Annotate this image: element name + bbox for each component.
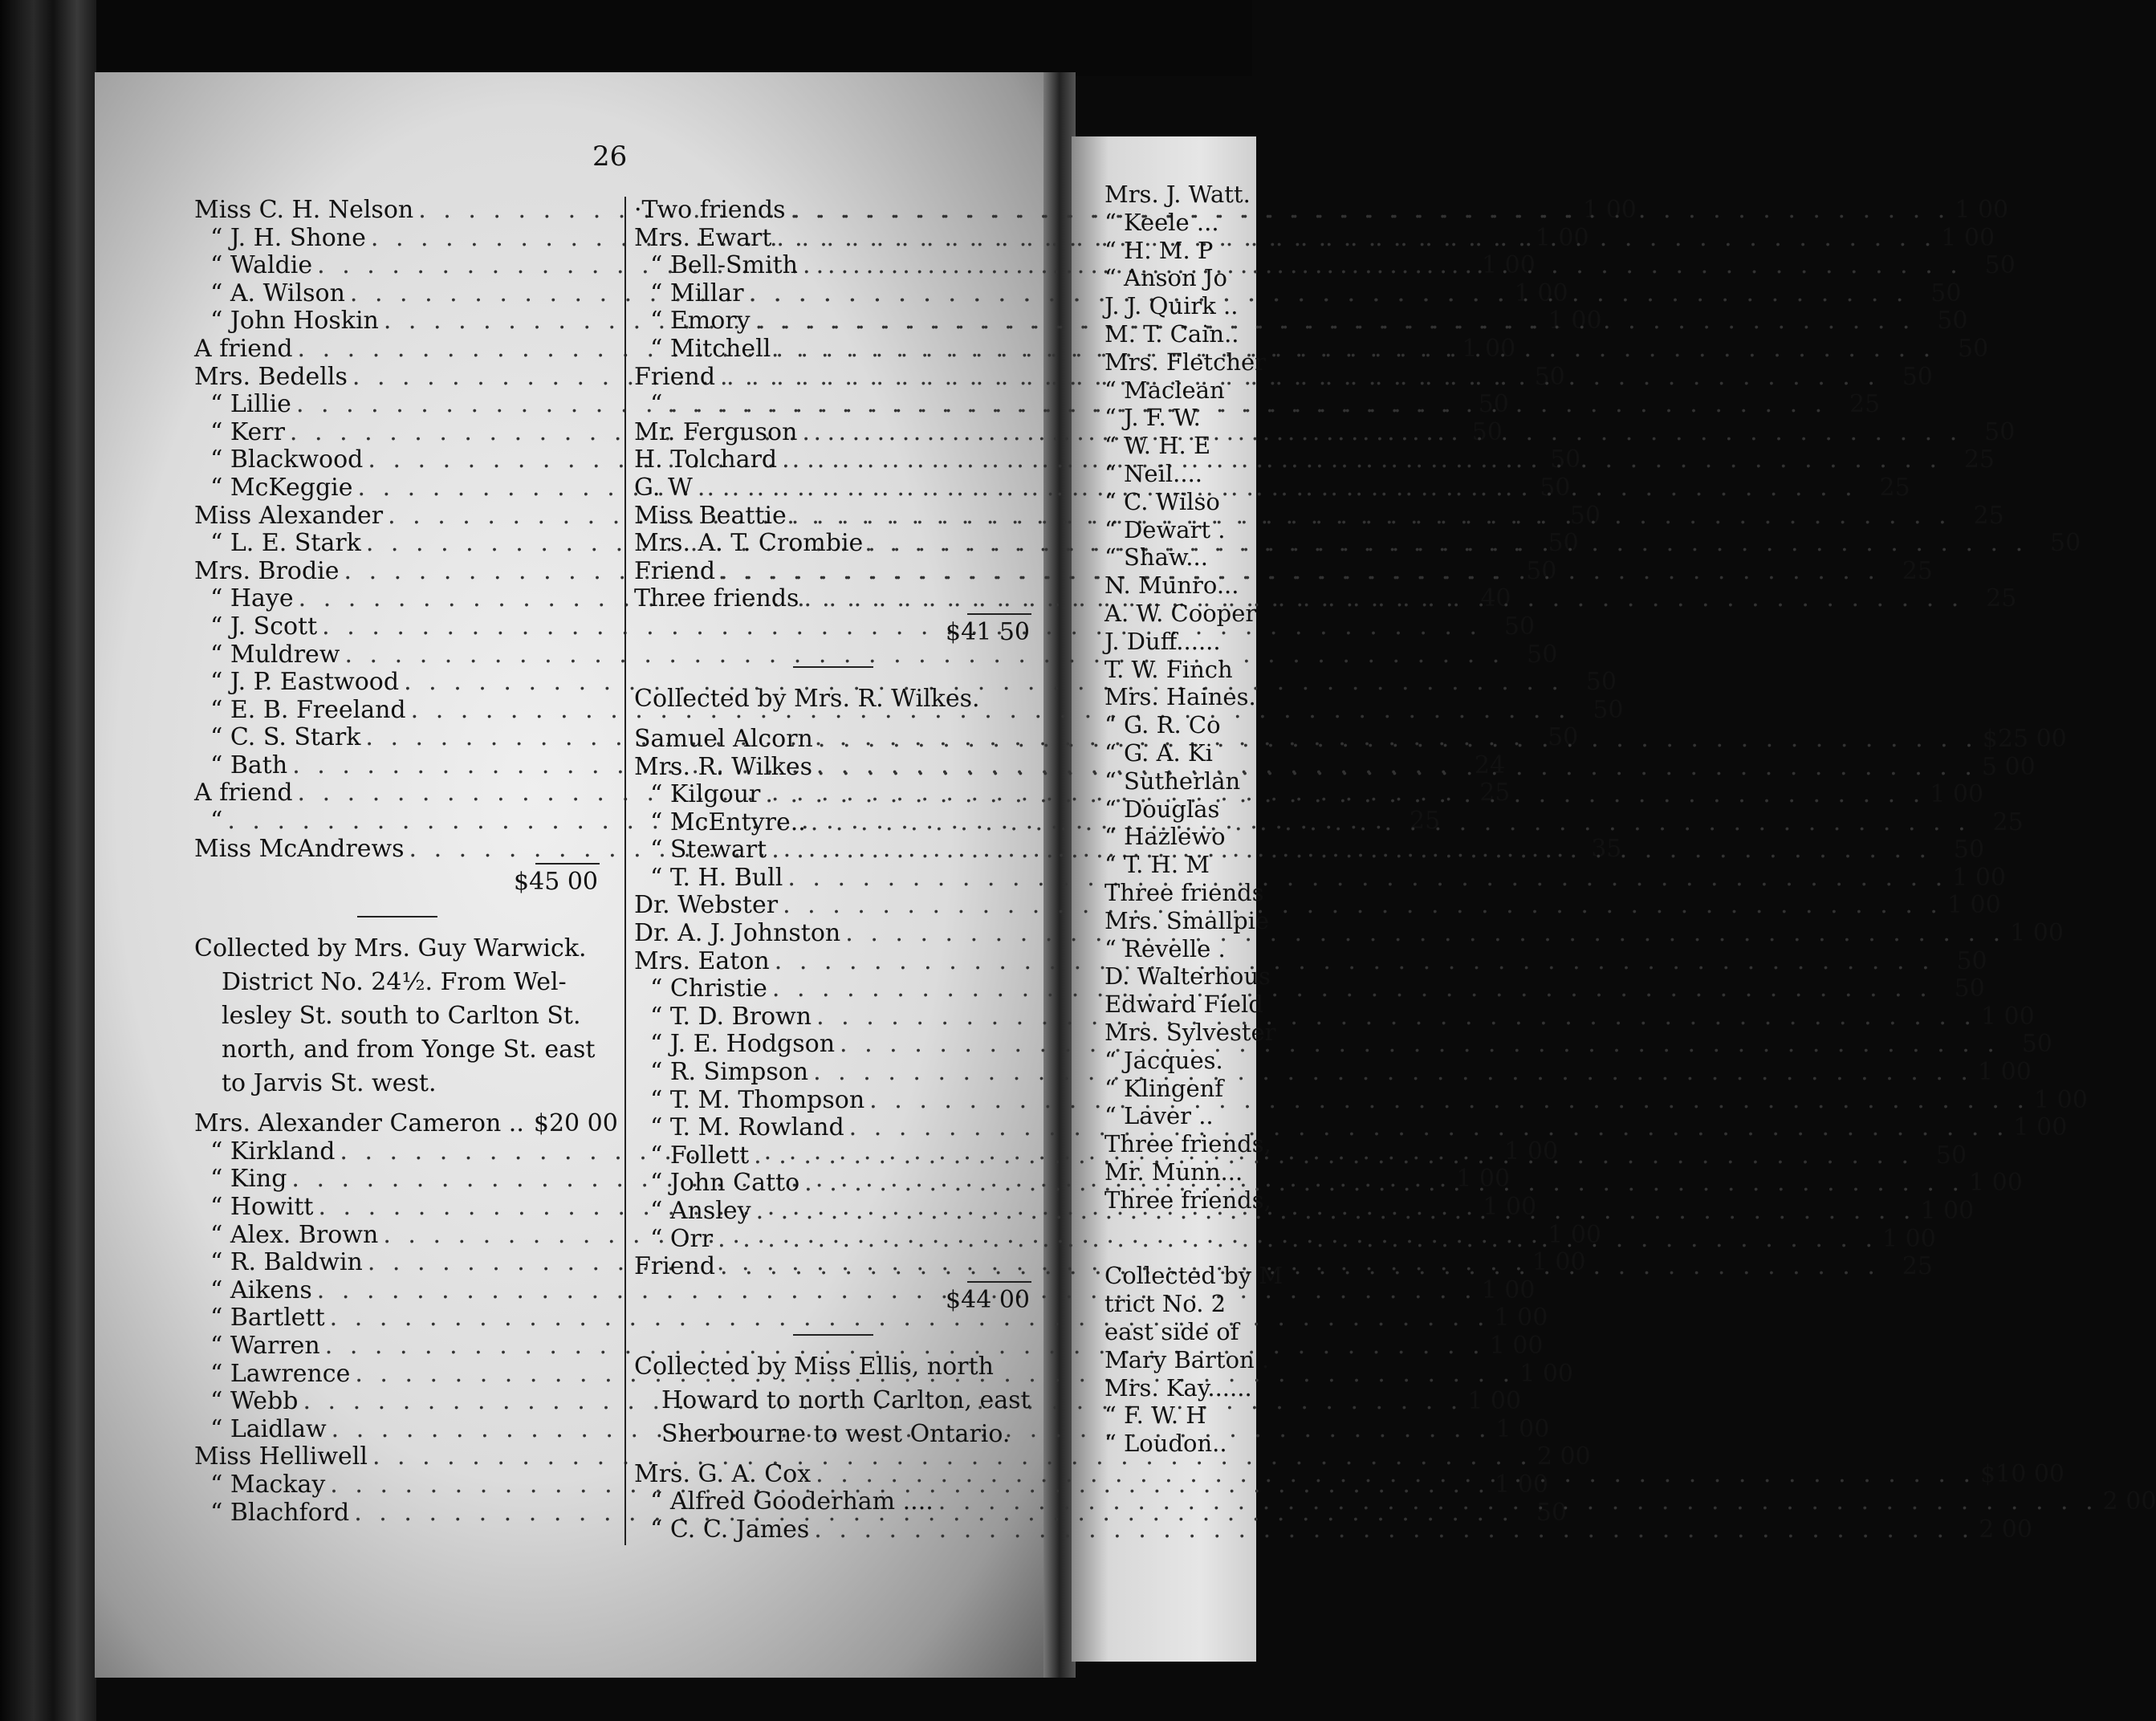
leader-dots — [755, 307, 1915, 336]
donor-name: Mrs. Brodie — [194, 556, 340, 585]
donation-amount: $20 00 — [533, 1109, 618, 1138]
partial-line: “ Shaw... — [1104, 543, 1208, 572]
donation-amount: 50 — [1503, 612, 1536, 641]
partial-line: “ Hazlewo — [1104, 823, 1226, 851]
donation-amount: 1 00 — [1952, 863, 2007, 892]
column-rule — [624, 197, 626, 1545]
donation-amount: 50 — [1540, 473, 1571, 502]
leader-dots — [803, 252, 1963, 280]
partial-line: “ Anson Jo — [1104, 264, 1227, 292]
donor-name: “ Warren — [210, 1332, 320, 1360]
donation-amount: 50 — [1953, 836, 1985, 865]
partial-line: “ F. W. H — [1104, 1402, 1206, 1430]
donation-amount: 50 — [1548, 529, 1579, 558]
leader-dots — [720, 1253, 1880, 1281]
donation-amount: 50 — [1548, 723, 1579, 752]
donation-amount: 1 00 — [1504, 1137, 1559, 1166]
donation-amount: 1 00 — [1920, 1197, 1975, 1225]
donor-name: “ Kirkland — [210, 1137, 336, 1166]
donor-name: “ Follett — [650, 1141, 750, 1170]
donor-name: “ McKeggie — [210, 473, 353, 502]
partial-line: Mrs. Fletcher — [1104, 348, 1267, 376]
leader-dots — [811, 809, 1971, 837]
partial-line: “ H. M. P — [1104, 236, 1214, 264]
donor-name: G. W — [634, 473, 693, 502]
donation-amount: 1 00 — [1535, 223, 1589, 252]
partial-line: “ Douglas — [1104, 795, 1220, 823]
partial-line: Edward Field — [1104, 991, 1263, 1019]
donor-name: “ A. Wilson — [210, 279, 345, 307]
partial-line: J. Duff...... — [1104, 627, 1221, 655]
donor-name: “ Stewart — [650, 836, 767, 865]
donation-amount: 1 00 — [1947, 891, 2001, 920]
donation-amount: 1 00 — [1482, 251, 1536, 280]
donation-amount: 24 — [1474, 751, 1506, 779]
donor-name: Friend — [634, 556, 716, 585]
donor-name: Three friends — [634, 584, 799, 613]
donor-row — [634, 1459, 2065, 1489]
donor-name: H. Tolchard — [634, 446, 778, 474]
leader-dots — [938, 1488, 2098, 1516]
leader-dots — [849, 1114, 2009, 1142]
donor-name: “ Mitchell — [650, 334, 771, 363]
donation-amount: 1 00 — [1955, 196, 2009, 224]
leader-dots — [791, 502, 1951, 531]
leader-dots — [765, 781, 1925, 809]
donor-name: “ Haye — [210, 584, 294, 613]
donor-name: Mrs. G. A. Cox — [634, 1459, 812, 1488]
donation-amount: 50 — [1902, 362, 1933, 391]
donor-name: Miss Helliwell — [194, 1442, 368, 1471]
partial-line: J. J. Quirk .. — [1104, 292, 1239, 320]
donation-amount: 50 — [1984, 417, 2016, 446]
partial-line: “ J. F. W. — [1104, 404, 1201, 432]
donation-amount: 1 00 — [1462, 334, 1516, 363]
partial-line: “ Klingenf — [1104, 1074, 1224, 1102]
donor-name: Friend — [634, 1252, 716, 1281]
donation-amount: 1 00 — [1980, 1002, 2035, 1031]
donor-name: “ L. E. Stark — [210, 529, 361, 558]
leader-dots — [816, 1003, 1976, 1031]
donor-name: “ Christie — [650, 974, 767, 1003]
partial-line: “ Laver .. — [1104, 1102, 1214, 1130]
leader-dots — [868, 530, 2028, 558]
partial-line: Mr. Munn... — [1104, 1158, 1243, 1186]
donor-name: “ Bartlett — [210, 1304, 325, 1332]
page-number: 26 — [592, 140, 628, 173]
donor-name: “ Bell-Smith — [650, 251, 798, 280]
leader-dots — [869, 1087, 2029, 1115]
donation-amount: 2 00 — [1979, 1515, 2032, 1544]
leader-dots — [813, 1059, 1973, 1087]
donor-name: “ T. M. Thompson — [650, 1085, 865, 1114]
leader-dots — [803, 585, 1963, 613]
donation-amount: 1 00 — [1882, 1224, 1936, 1253]
leader-dots — [775, 336, 1935, 364]
donor-name: “ Blachford — [210, 1498, 350, 1527]
donation-amount: 25 — [1963, 446, 1995, 474]
donation-amount: 1 00 — [2013, 1113, 2068, 1142]
total-amount: $45 00 — [514, 868, 598, 897]
donor-name: “ Webb — [210, 1387, 299, 1416]
partial-line: “ Keele ... — [1104, 208, 1219, 236]
donor-name: “ Lillie — [210, 390, 291, 419]
heading-line: north, and from Yonge St. east — [222, 1035, 596, 1064]
donor-name: “ J. P. Eastwood — [210, 668, 400, 697]
donation-amount: 1 00 — [1467, 1387, 1522, 1416]
leader-dots — [718, 1226, 1877, 1254]
partial-line: “ W. H. E — [1104, 432, 1211, 460]
donation-amount: 25 — [1986, 584, 2017, 613]
donation-amount: 1 00 — [1494, 1304, 1548, 1332]
donation-amount: $10 00 — [1980, 1459, 2065, 1488]
donation-amount: 1 00 — [1483, 1193, 1537, 1222]
donor-row — [634, 1515, 2032, 1544]
donation-amount: 1 00 — [1456, 1165, 1511, 1194]
donor-name: “ Lawrence — [210, 1359, 351, 1388]
partial-line: A. W. Cooper — [1104, 599, 1257, 627]
partial-line: N. Munro... — [1104, 572, 1239, 600]
partial-line: D. Walterhous — [1104, 962, 1271, 991]
donor-name: “ T. M. Rowland — [650, 1113, 844, 1142]
spacer — [1104, 1214, 1283, 1262]
donor-name: “ J. Scott — [210, 612, 318, 641]
leader-dots — [802, 419, 1962, 447]
partial-line: Three friends — [1104, 878, 1264, 906]
partial-line: Three friends, — [1104, 1186, 1271, 1214]
donor-row — [194, 1109, 618, 1138]
total-amount: $41 50 — [946, 617, 1030, 646]
donor-name: Mrs. Bedells — [194, 362, 348, 391]
leader-dots — [754, 1142, 1914, 1170]
section-heading — [634, 1350, 1031, 1451]
heading-line: Sherbourne to west Ontario. — [661, 1419, 1011, 1448]
donation-amount: 2 00 — [2102, 1487, 2156, 1516]
donation-amount: 25 — [1973, 501, 2004, 530]
donation-amount: 50 — [1585, 668, 1617, 697]
donation-amount: 35 — [1591, 834, 1622, 863]
donation-amount: 25 — [1902, 1252, 1933, 1281]
donation-amount: 1 00 — [1548, 1220, 1601, 1249]
heading-line: Collected by Mrs. Guy Warwick. — [194, 934, 587, 963]
partial-line: “ Maclean — [1104, 376, 1225, 404]
partial-line: Mrs. Kay...... — [1104, 1373, 1252, 1402]
partial-line: T. W. Finch — [1104, 655, 1233, 683]
section-heading — [634, 682, 1031, 716]
donor-name: “ Ansley — [650, 1197, 751, 1225]
donor-name: “ Alex. Brown — [210, 1220, 379, 1249]
donor-name: Miss Beattie — [634, 501, 787, 530]
donor-name: A friend — [194, 334, 293, 363]
partial-line: “ Loudon.. — [1104, 1430, 1227, 1458]
donation-amount: 1 00 — [1583, 196, 1637, 224]
donation-amount: 50 — [1956, 946, 1987, 975]
donation-amount: 50 — [1536, 1498, 1568, 1527]
donor-name: Mrs. A. T. Crombie — [634, 529, 864, 558]
donation-amount: 50 — [1593, 695, 1624, 724]
donation-amount: 50 — [1937, 307, 1968, 336]
donor-name: “ John Hoskin — [210, 307, 379, 336]
donor-name: Miss McAndrews — [194, 834, 405, 863]
leader-dots — [783, 892, 1942, 920]
donation-amount: 1 00 — [1495, 1414, 1550, 1443]
leader-dots — [776, 225, 1936, 253]
partial-line: Collected by M — [1104, 1262, 1283, 1290]
column-3-partial — [1104, 181, 1283, 1458]
leader-dots — [804, 1170, 1964, 1198]
donor-name: “ T. D. Brown — [650, 1002, 812, 1031]
donor-row — [634, 1224, 1936, 1254]
donation-amount: 25 — [1479, 779, 1511, 808]
donor-name: “ Emory — [650, 307, 751, 336]
donor-name: “ Kerr — [210, 417, 285, 446]
donation-amount: 50 — [1526, 556, 1557, 585]
partial-line: Mrs. Smallpie — [1104, 906, 1270, 934]
heading-line: Collected by Mrs. R. Wilkes. — [634, 684, 980, 713]
donor-name: “ Orr — [650, 1224, 714, 1253]
donor-name: “ King — [210, 1165, 287, 1194]
donation-amount: 1 00 — [1969, 1169, 2023, 1198]
partial-line: Mrs. Sylvester — [1104, 1018, 1276, 1046]
donation-amount: 1 00 — [1930, 780, 1984, 809]
donation-amount: $25 00 — [1982, 724, 2067, 753]
leader-dots — [787, 865, 1947, 893]
donation-amount: 50 — [1569, 501, 1601, 530]
leader-dots — [840, 1031, 1999, 1059]
partial-line: Mary Barton . — [1104, 1345, 1270, 1373]
donor-name: “ Laidlaw — [210, 1414, 327, 1443]
donor-name: “ — [650, 390, 663, 419]
heading-line: to Jarvis St. west. — [222, 1069, 437, 1098]
donor-name: “ Muldrew — [210, 640, 340, 669]
donation-amount: 25 — [1879, 473, 1910, 502]
partial-line: “ Neil.... — [1104, 459, 1203, 487]
donor-name: “ J. E. Hodgson — [650, 1030, 836, 1059]
heading-line: lesley St. south to Carlton St. — [222, 1002, 581, 1031]
donation-amount: 50 — [1984, 251, 2016, 280]
partial-line: “ G. R. Co — [1104, 711, 1221, 739]
donor-name: “ Howitt — [210, 1193, 314, 1222]
donor-name: “ John Catto — [650, 1169, 800, 1198]
donor-name: Mrs. R. Wilkes — [634, 752, 813, 781]
section-divider — [793, 666, 873, 668]
donor-name: “ Blackwood — [210, 446, 364, 474]
donor-name: Mrs. Ewart — [634, 223, 772, 252]
donor-name: ·Two friends — [634, 196, 786, 224]
donation-amount: 1 00 — [2034, 1085, 2088, 1114]
leader-dots — [782, 446, 1942, 474]
donation-amount: 1 00 — [1495, 1470, 1548, 1499]
donation-amount: 50 — [1930, 279, 1962, 307]
donation-amount: 40 — [1480, 584, 1511, 613]
donation-amount: 5 00 — [1981, 752, 2036, 781]
partial-line: east side of — [1104, 1318, 1239, 1346]
section-divider — [793, 1334, 873, 1336]
leader-dots — [775, 948, 1934, 976]
heading-line: District No. 24½. From Wel- — [222, 968, 567, 997]
donation-amount: 1 00 — [1941, 223, 1995, 252]
donation-amount: 50 — [1471, 417, 1503, 446]
donor-name: “ Millar — [650, 279, 744, 307]
partial-line: “ Revelle . — [1104, 934, 1226, 962]
book-spine — [0, 0, 96, 1721]
leader-dots — [816, 1461, 1975, 1489]
donor-name: Mr. Ferguson — [634, 417, 798, 446]
donor-name: “ Aikens — [210, 1275, 312, 1304]
leader-dots — [756, 1198, 1916, 1226]
donation-amount: 50 — [1534, 362, 1565, 391]
partial-line: “ G. A. Ki — [1104, 738, 1213, 767]
donation-amount: 25 — [1992, 808, 2024, 836]
donation-amount: 2 00 — [1536, 1442, 1591, 1471]
donation-amount: 50 — [1954, 974, 1985, 1003]
leader-dots — [720, 364, 1880, 392]
donor-name: Miss C. H. Nelson — [194, 196, 414, 224]
partial-line: Mrs. Haines. — [1104, 683, 1256, 711]
section-divider — [357, 916, 437, 917]
leader-dots — [790, 197, 1950, 225]
donor-name: Miss Alexander — [194, 501, 384, 530]
donation-amount: 25 — [1902, 556, 1933, 585]
donor-name: “ Waldie — [210, 251, 313, 280]
donation-amount: 50 — [1958, 334, 1989, 363]
donor-name: “ E. B. Freeland — [210, 695, 406, 724]
donor-name: “ Bath — [210, 751, 288, 779]
partial-line: “ C. Wilso — [1104, 487, 1220, 515]
donation-amount: 50 — [1527, 640, 1558, 669]
donor-name: “ R. Baldwin — [210, 1248, 363, 1277]
leader-dots — [814, 1516, 1974, 1544]
donation-amount: 1 00 — [1489, 1332, 1544, 1360]
donation-amount: 1 00 — [1519, 1359, 1574, 1388]
donation-amount: 1 00 — [1548, 307, 1602, 336]
donation-amount: 1 00 — [2010, 919, 2064, 948]
scan-top-border — [0, 0, 1252, 76]
total-amount: $44 00 — [946, 1285, 1030, 1314]
donor-name: “ — [210, 807, 223, 836]
donor-name: “ T. H. Bull — [650, 863, 783, 892]
donor-name: Mrs. Eaton — [634, 946, 770, 975]
donation-amount: 25 — [1849, 390, 1881, 419]
leader-dots — [771, 836, 1931, 865]
donation-amount: 50 — [2049, 529, 2081, 558]
donation-amount: 50 — [1550, 446, 1581, 474]
partial-line: “ Dewart . — [1104, 515, 1226, 543]
donor-name: Friend — [634, 362, 716, 391]
leader-dots — [845, 920, 2005, 948]
donor-name: Dr. Webster — [634, 891, 779, 920]
donor-name: “ J. H. Shone — [210, 223, 366, 252]
donation-amount: 1 00 — [1532, 1248, 1586, 1277]
leader-dots — [772, 975, 1932, 1003]
partial-line: Three friends, — [1104, 1130, 1271, 1158]
donor-name: “ C. S. Stark — [210, 723, 361, 752]
donation-amount: 50 — [1478, 390, 1509, 419]
donor-name: “ Mackay — [210, 1470, 326, 1499]
donor-name: “ Alfred Gooderham .... — [650, 1487, 934, 1516]
donor-name: Dr. A. J. Johnston — [634, 919, 841, 948]
donor-name: Mrs. Alexander Cameron .. — [194, 1109, 524, 1138]
donation-amount: 50 — [2021, 1030, 2052, 1059]
heading-line: Collected by Miss Ellis, north — [634, 1352, 994, 1381]
section-heading — [194, 932, 600, 1101]
donation-amount: 1 00 — [1977, 1058, 2032, 1087]
donor-name: A friend — [194, 779, 293, 808]
donor-name: “ R. Simpson — [650, 1058, 809, 1087]
donation-amount: 1 00 — [1481, 1275, 1536, 1304]
donation-amount: 1 00 — [1514, 279, 1568, 307]
donor-name: “ Kilgour — [650, 780, 761, 809]
leader-dots — [720, 558, 1880, 586]
partial-line: trict No. 2 — [1104, 1290, 1226, 1318]
donation-amount: 25 — [1410, 807, 1441, 836]
donor-name: Samuel Alcorn — [634, 724, 813, 753]
partial-line: Mrs. J. Watt. — [1104, 181, 1251, 208]
donation-amount: 50 — [1935, 1141, 1967, 1170]
partial-line: “ T. H. M — [1104, 851, 1210, 879]
partial-line: “ Sutherlan — [1104, 767, 1241, 795]
leader-dots — [749, 280, 1909, 308]
partial-line: “ Jacques. — [1104, 1046, 1223, 1074]
heading-line: Howard to north Carlton, east — [661, 1385, 1031, 1414]
partial-line: M. T. Cain.. — [1104, 319, 1239, 348]
donor-name: “ C. C. James — [650, 1515, 810, 1544]
donor-name: “ McEntyre.. — [650, 808, 806, 836]
